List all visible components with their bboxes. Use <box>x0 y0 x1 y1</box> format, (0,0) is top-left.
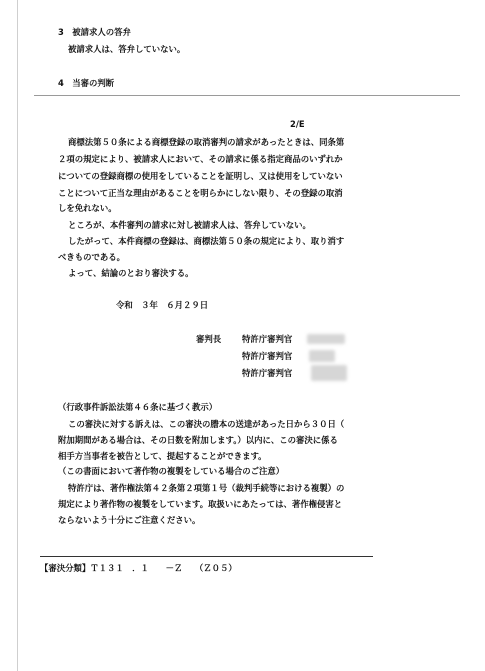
notice-line-2: 附加期間がある場合は、その日数を附加します。）以内に、この審決に係る <box>58 435 338 445</box>
body-line-5: しを免れない。 <box>58 203 117 213</box>
redacted-name-3 <box>311 365 347 381</box>
body-line-1: 商標法第５０条による商標登録の取消審判の請求があったときは、同条第 <box>68 137 345 147</box>
notice-heading: （行政事件訴訟法第４６条に基づく教示） <box>58 402 218 412</box>
decision-date: 令和 ３年 ６月２９日 <box>116 300 209 310</box>
page-marker: 2/E <box>290 119 305 129</box>
footer-rule <box>40 556 373 557</box>
examiner-title-2: 特許庁審判官 <box>242 351 293 361</box>
page-left-edge <box>17 0 18 671</box>
section-3-text: 被請求人は、答弁していない。 <box>68 44 186 54</box>
section-3-heading: 3 被請求人の答弁 <box>58 27 131 37</box>
copyright-line-2: 規定により著作物の複製をしています。取扱いにあたっては、著作権侵害と <box>58 499 343 509</box>
examiner-title-1: 特許庁審判官 <box>242 334 293 344</box>
examiner-title-3: 特許庁審判官 <box>242 368 293 378</box>
chief-judge-label: 審判長 <box>196 334 222 344</box>
body-line-3: についての登録商標の使用をしていることを証明し、又は使用をしていない <box>58 171 343 181</box>
copyright-line-3: ならないよう十分にご注意ください。 <box>58 515 201 525</box>
copyright-heading: （この書面において著作物の複製をしている場合のご注意） <box>58 466 285 476</box>
notice-line-3: 相手方当事者を被告として、提起することができます。 <box>58 451 267 461</box>
body-line-9: よって、結論のとおり審決する。 <box>68 268 194 278</box>
classification: 【審決分類】Ｔ１３１ ．１ －Ｚ （Ｚ０５） <box>40 563 237 573</box>
body-line-7: したがって、本件商標の登録は、商標法第５０条の規定により、取り消す <box>68 236 345 246</box>
body-line-4: ことについて正当な理由があることを明らかにしない限り、その登録の取消 <box>58 188 343 198</box>
section-divider <box>34 95 460 96</box>
body-line-6: ところが、本件審判の請求に対し被請求人は、答弁していない。 <box>68 220 311 230</box>
section-4-heading: 4 当審の判断 <box>58 78 115 88</box>
body-line-8: べきものである。 <box>58 252 125 262</box>
copyright-line-1: 特許庁は、著作権法第４２条第２項第１号（裁判手続等における複製）の <box>68 483 345 493</box>
redacted-name-1 <box>307 334 345 344</box>
notice-line-1: この審決に対する訴えは、この審決の謄本の送達があった日から３０日（ <box>68 419 345 429</box>
redacted-name-2 <box>309 350 335 362</box>
body-line-2: ２項の規定により、被請求人において、その請求に係る指定商品のいずれか <box>58 154 343 164</box>
